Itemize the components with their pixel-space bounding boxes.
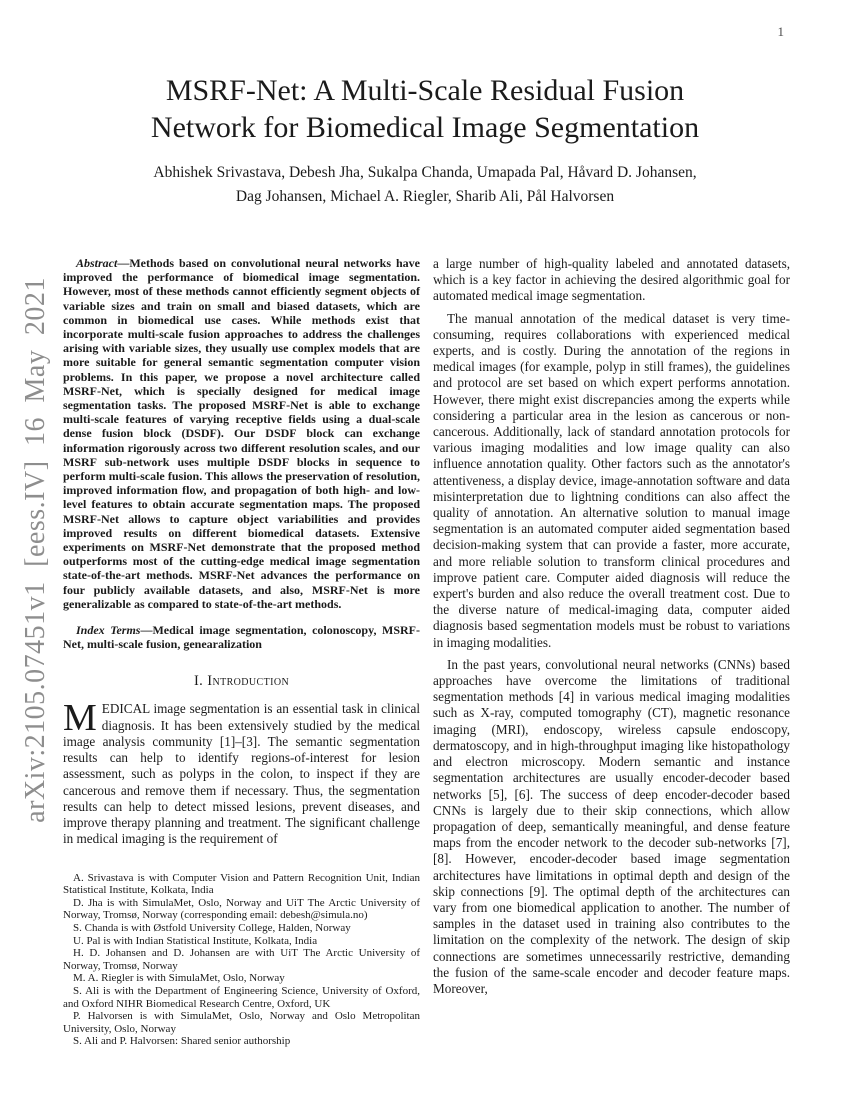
page-number: 1 [777, 24, 784, 39]
introduction-paragraph [63, 697, 420, 847]
title-line-1: MSRF-Net: A Multi-Scale Residual Fusion [165, 74, 685, 107]
two-column-body [63, 256, 790, 1048]
author-footnotes [63, 872, 420, 1048]
author-list [0, 161, 850, 209]
body-paragraph: The manual annotation of the medical dataset is very time-consuming, requires collaborations with experienced medical experts, and is costly. During the annotation of the regions in medical images (for example, polyp in still frames), the guidelines and protocol are set based on which expert performs annotation. However, there might exist discrepancies among the experts while considering a particular area in the lesion as cancerous or non-cancerous. Additionally, lack of standard annotation protocols for various imaging modalities and low image quality can also influence annotation quality. Other factors such as the annotator's attentiveness, a display device, image-annotation software and data misinterpretation due to lightning conditions can also affect the quality of annotation. An alternative solution to manual image segmentation is an automated computer aided segmentation based decision-making system that can provide a faster, more accurate, and more reliable solution to transform clinical procedures and improve patient care. Computer aided diagnosis will reduce the expert's burden and also reduce the overall treatment cost. Due to the diverse nature of medical-imaging data, computer aided diagnosis based segmentation models must be robust to variations in imaging modalities. [433, 310, 790, 650]
paper-title [0, 72, 850, 146]
index-terms-text: —Medical image segmentation, colonoscopy, MSRF-Net, multi-scale fusion, genearalization [63, 623, 420, 652]
abstract-text: —Methods based on convolutional neural networks have improved the performance of biomedical image segmentation. However, most of these methods cannot efficiently segment objects of variable sizes and train on small and biased datasets, which are common in biomedical use cases. While methods exist that incorporate multi-scale fusion approaches to address the challenges arising with variable sizes, they usually use complex models that are more suitable for general semantic segmentation computer vision problems. In this paper, we propose a novel architecture called MSRF-Net, which is specially designed for medical image segmentation tasks. The proposed MSRF-Net is able to exchange multi-scale features of varying receptive fields using a dual-scale dense fusion block (DSDF). Our DSDF block can exchange information rigorously across two different resolution scales, and our MSRF sub-network uses multiple DSDF blocks in sequence to perform multi-scale fusion. This allows the preservation of resolution, improved information flow, and propagation of both high- and low-level features to obtain accurate segmentation maps. The proposed MSRF-Net allows to capture object variabilities and provides improved results on different biomedical datasets. Extensive experiments on MSRF-Net demonstrate that the proposed method outperforms most of the cutting-edge medical image segmentation state-of-the-art methods. MSRF-Net advances the performance on four publicly available datasets, and also, MSRF-Net is more generalizable as compared to state-of-the-art methods. [63, 256, 420, 611]
authors-line-2: Dag Johansen, Michael A. Riegler, Sharib Ali, Pål Halvorsen [235, 188, 615, 205]
title-line-2: Network for Biomedical Image Segmentation [150, 111, 700, 144]
footnote-item: D. Jha is with SimulaMet, Oslo, Norway and UiT The Arctic University of Norway, Tromsø, Norway (corresponding email: debesh@simula.no) [63, 896, 420, 922]
footnote-item: S. Chanda is with Østfold University College, Halden, Norway [73, 922, 351, 935]
drop-cap: M [63, 697, 97, 740]
footnote-item: S. Ali is with the Department of Engineering Science, University of Oxford, and Oxford NIHR Biomedical Research Centre, Oxford, UK [63, 985, 420, 1010]
abstract-paragraph [63, 256, 420, 611]
arxiv-watermark: arXiv:2105.07451v1 [eess.IV] 16 May 2021 [20, 277, 51, 823]
footnote-item: P. Halvorsen is with SimulaMet, Oslo, Norway and Oslo Metropolitan University, Oslo, Norway [63, 1010, 420, 1035]
body-paragraph: In the past years, convolutional neural networks (CNNs) based approaches have overcome the limitations of traditional segmentation methods [4] in various medical imaging modalities such as X-ray, computed tomography (CT), magnetic resonance imaging (MRI), endoscopy, wireless capsule endoscopy, dermatoscopy, and in high-throughput imaging like histopathology and electron microscopy. Modern semantic and instance segmentation architectures are usually encoder-decoder based networks [5], [6]. The success of deep encoder-decoder based CNNs is largely due to their skip connections, which allow propagation of deep, semantically meaningful, and dense feature maps from the encoder network to the decoder sub-networks [7], [8]. However, encoder-decoder based image segmentation architectures have limitations in optimal depth and design of the skip connections [9]. The optimal depth of the architectures can vary from one biomedical application to another. The number of samples in the dataset used in training also contributes to the limitation on the complexity of the network. The design of skip connections are sometimes unnecessarily restrictive, demanding the fusion of the same-scale encoder and decoder feature maps. Moreover, [433, 656, 790, 996]
footnote-item: H. D. Johansen and D. Johansen are with UiT The Arctic University of Norway, Tromsø, Norway [63, 947, 420, 972]
paper-header [0, 0, 850, 209]
introduction-heading: I. Introduction [193, 673, 290, 690]
right-column [433, 256, 790, 1048]
introduction-text: EDICAL image segmentation is an essential task in clinical diagnosis. It has been extensively studied by the medical image analysis community [1]–[3]. The semantic segmentation results can help to identify regions-of-interest for lesion assessment, such as polyps in the colon, to inspect if they are cancerous and remove them if necessary. Thus, the segmentation results can help to detect missed lesions, prevent diseases, and improve therapy planning and treatment. The significant challenge in medical imaging is the requirement of [63, 701, 420, 847]
abstract-label: Abstract [76, 256, 118, 270]
index-terms-paragraph [63, 623, 420, 651]
footnote-item: A. Srivastava is with Computer Vision and Pattern Recognition Unit, Indian Statistical Institute, Kolkata, India [63, 871, 420, 897]
footnote-item: U. Pal is with Indian Statistical Institute, Kolkata, India [73, 934, 318, 947]
authors-line-1: Abhishek Srivastava, Debesh Jha, Sukalpa Chanda, Umapada Pal, Håvard D. Johansen, [153, 164, 697, 181]
footnote-item: M. A. Riegler is with SimulaMet, Oslo, Norway [73, 972, 285, 985]
body-paragraph: a large number of high-quality labeled and annotated datasets, which is a key factor in achieving the desired algorithmic goal for automated medical image segmentation. [433, 256, 790, 304]
footnote-item: S. Ali and P. Halvorsen: Shared senior authorship [73, 1035, 291, 1048]
left-column [63, 256, 420, 1048]
index-terms-label: Index Terms [76, 623, 141, 638]
